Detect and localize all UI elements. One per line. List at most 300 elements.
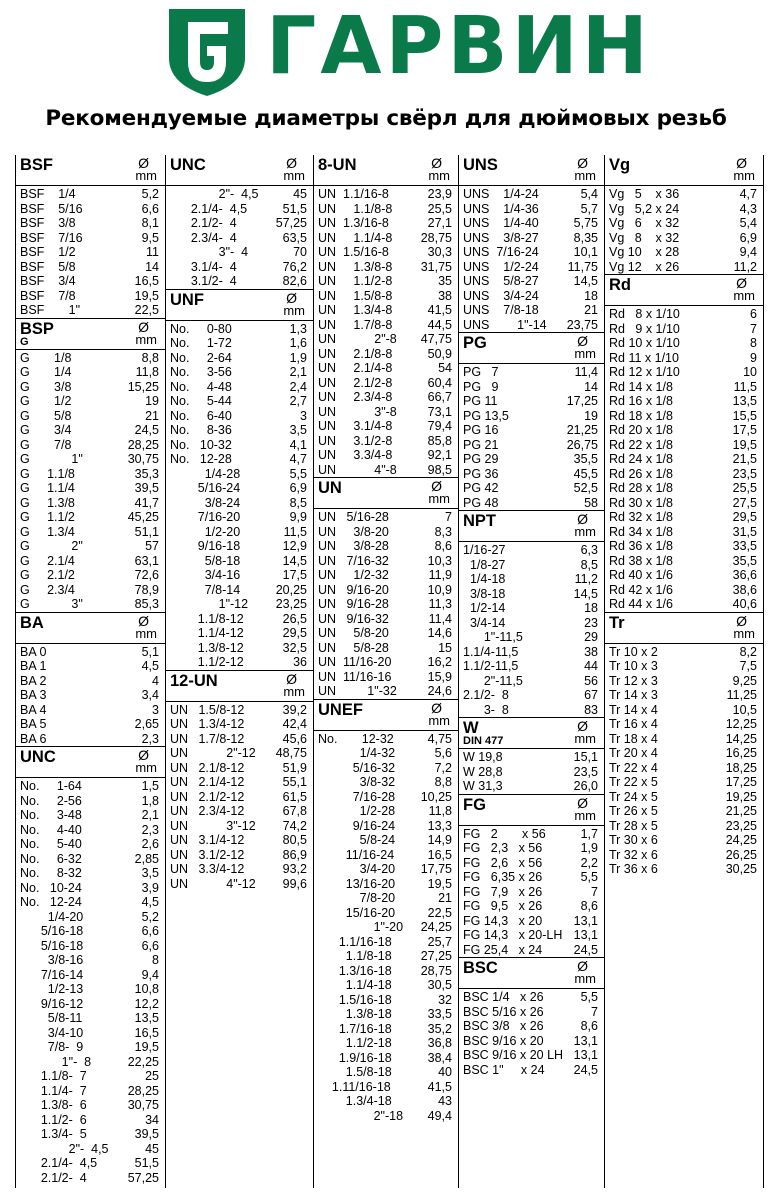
table-row (605, 717, 763, 732)
drill-diameter: 5,5 (289, 466, 307, 481)
thread-designation: PG 11 (463, 394, 498, 408)
section-header (16, 318, 165, 350)
drill-diameter: 31,75 (420, 259, 452, 274)
drill-diameter: 57,25 (127, 1170, 159, 1185)
thread-designation: UNS 1/4-36 (463, 201, 539, 216)
thread-designation: 7/16-14 (20, 967, 84, 982)
table-row (459, 438, 604, 453)
drill-diameter: 17,25 (566, 394, 598, 408)
table-row (605, 216, 763, 231)
thread-designation: Tr 36 x 6 (609, 862, 658, 876)
section-title: UNC (170, 156, 206, 174)
drill-diameter: 38 (438, 288, 452, 303)
section-subtitle: G (20, 335, 29, 348)
table-row (16, 438, 165, 453)
table-column (165, 155, 313, 1188)
thread-designation: UN 3/8-20 (318, 524, 389, 539)
thread-designation: BSF 3/8 (20, 216, 76, 230)
thread-designation: 2.1/2- 8 (463, 688, 509, 702)
table-row (605, 819, 763, 834)
table-row (605, 322, 763, 337)
drill-diameter: 1,3 (289, 321, 307, 336)
table-row (16, 645, 165, 660)
drill-diameter: 9,4 (739, 245, 757, 259)
thread-designation: PG 29 (463, 452, 499, 466)
drill-diameter: 36,8 (427, 1036, 452, 1050)
drill-diameter: 19,5 (134, 1040, 159, 1054)
drill-diameter: 74,2 (282, 818, 307, 833)
table-row (16, 924, 165, 939)
thread-designation: Rd 10 x 1/10 (609, 336, 680, 350)
table-row (166, 496, 313, 511)
table-row (166, 409, 313, 424)
thread-designation: G 2.1/2 (20, 568, 75, 582)
thread-designation: UN 9/16-28 (318, 597, 389, 611)
thread-designation: G 2" (20, 539, 83, 553)
thread-designation: Tr 32 x 6 (609, 847, 658, 862)
drill-diameter: 4,7 (739, 187, 757, 201)
thread-section-w (459, 717, 604, 794)
table-row (605, 423, 763, 438)
thread-designation: FG 6,35 x 26 (463, 870, 543, 884)
thread-designation: Tr 16 x 4 (609, 717, 658, 731)
drill-diameter: 51,5 (134, 1156, 159, 1170)
table-row (314, 964, 458, 979)
drill-diameter: 45 (145, 1141, 159, 1156)
drill-diameter: 4,3 (739, 201, 757, 216)
thread-designation: 3/8-16 (20, 953, 84, 967)
drill-diameter: 63,1 (134, 553, 159, 568)
table-row (16, 1142, 165, 1157)
thread-designation: UN 9/16-32 (318, 611, 389, 626)
drill-diameter: 42,4 (282, 717, 307, 731)
thread-designation: G 2.3/4 (20, 582, 75, 597)
table-row (605, 804, 763, 819)
drill-diameter: 85,8 (427, 433, 452, 448)
drill-diameter: 15,5 (732, 408, 757, 423)
thread-designation: FG 7,9 x 26 (463, 884, 543, 899)
thread-designation: UNS 7/16-24 (463, 245, 539, 259)
g-shield-logo-icon (166, 6, 248, 98)
table-row (16, 365, 165, 380)
drill-diameter: 4 (152, 673, 159, 688)
thread-designation: 7/8-20 (318, 891, 396, 905)
thread-section-rd (605, 274, 763, 612)
thread-designation: No. 8-32 (20, 866, 82, 880)
thread-designation: 2.1/2- 4 (170, 216, 237, 230)
thread-designation: No. 6-32 (20, 851, 82, 866)
drill-diameter: 45 (293, 187, 307, 201)
table-row (314, 732, 458, 747)
thread-designation: 1"-12 (170, 597, 249, 611)
thread-designation: 3/8-32 (318, 775, 396, 789)
table-row (314, 978, 458, 993)
thread-section-un (314, 477, 458, 699)
table-row (314, 655, 458, 670)
drill-diameter: 49,4 (427, 1108, 452, 1123)
thread-section-vg (605, 155, 763, 274)
table-row (605, 583, 763, 598)
table-row (605, 467, 763, 482)
section-title: BSC (463, 959, 498, 977)
thread-section-bsc (459, 957, 604, 1077)
table-row (16, 968, 165, 983)
thread-designation: UN 1/2-32 (318, 568, 389, 582)
drill-diameter: 17,75 (420, 862, 452, 876)
table-row (605, 732, 763, 747)
thread-designation: PG 42 (463, 481, 499, 495)
table-column (15, 155, 165, 1188)
drill-diameter: 13,1 (573, 913, 598, 928)
table-row (459, 856, 604, 871)
thread-designation: 1.1/2-18 (318, 1036, 392, 1050)
drill-diameter: 45,25 (127, 510, 159, 524)
thread-designation: No. 3-48 (20, 808, 82, 822)
table-row (16, 997, 165, 1012)
drill-diameter: 2,3 (141, 731, 159, 746)
drill-diameter: 20,25 (275, 582, 307, 597)
table-row (314, 1051, 458, 1066)
table-row (16, 866, 165, 881)
thread-designation: No. 4-40 (20, 822, 82, 837)
table-row (16, 568, 165, 583)
table-row (314, 641, 458, 656)
thread-designation: 5/8-18 (170, 553, 241, 568)
thread-designation: 1.1/4-12 (170, 626, 244, 640)
thread-designation: Rd 40 x 1/6 (609, 568, 673, 582)
drill-diameter: 39,5 (134, 481, 159, 495)
thread-designation: 15/16-20 (318, 905, 396, 920)
thread-designation: 1/2-20 (170, 524, 241, 539)
drill-diameter: 73,1 (427, 404, 452, 419)
drill-diameter: 3,9 (141, 880, 159, 895)
thread-designation: UN 11/16-20 (318, 655, 392, 669)
table-row (166, 274, 313, 289)
drill-diameter: 10,3 (427, 553, 452, 568)
drill-diameter: 11,5 (283, 524, 307, 539)
drill-diameter: 26,25 (725, 847, 757, 862)
drill-diameter: 8 (152, 953, 159, 967)
drill-diameter: 11,8 (135, 365, 159, 379)
drill-diameter: 25 (145, 1069, 159, 1083)
thread-designation: 1.1/4-18 (318, 978, 392, 992)
thread-designation: G 2.1/4 (20, 553, 75, 568)
table-row (314, 775, 458, 790)
thread-designation: BSC 1" x 24 (463, 1062, 545, 1077)
thread-designation: BSC 9/16 x 20 LH (463, 1048, 564, 1062)
drill-diameter: 11,4 (428, 611, 452, 626)
drill-diameter: 2,65 (134, 717, 159, 731)
unit-label: mm (135, 760, 157, 775)
drill-diameter: 80,5 (282, 833, 307, 847)
drill-diameter: 11,9 (428, 568, 452, 582)
drill-diameter: 7,5 (739, 659, 757, 673)
drill-diameter: 34 (145, 1112, 159, 1127)
diameter-symbol: Ø (577, 718, 588, 734)
table-row (314, 332, 458, 347)
table-row (16, 1011, 165, 1026)
thread-designation: 2.1/4- 4,5 (20, 1156, 98, 1170)
drill-diameter: 10,1 (573, 245, 598, 259)
table-row (16, 423, 165, 438)
drill-diameter: 8,5 (289, 495, 307, 510)
table-row (605, 452, 763, 467)
drill-diameter: 4,1 (289, 437, 307, 452)
table-row (314, 1007, 458, 1022)
thread-section-ba (16, 612, 165, 747)
table-row (16, 688, 165, 703)
drill-diameter: 8,8 (141, 350, 159, 365)
unit-label: mm (733, 625, 755, 641)
table-row (314, 245, 458, 260)
diameter-symbol: Ø (138, 318, 149, 335)
table-row (16, 823, 165, 838)
table-row (314, 626, 458, 641)
thread-designation: No. 2-56 (20, 793, 82, 808)
drill-diameter: 33,5 (427, 1007, 452, 1021)
table-row (166, 732, 313, 747)
table-row (16, 895, 165, 910)
table-row (166, 510, 313, 525)
thread-designation: UN 1.7/8-12 (170, 731, 245, 746)
table-row (459, 303, 604, 318)
table-row (16, 260, 165, 275)
diameter-symbol: Ø (736, 155, 747, 171)
table-row (16, 1069, 165, 1084)
thread-designation: 1/8-27 (463, 557, 506, 572)
thread-designation: No. 12-28 (170, 452, 232, 466)
drill-diameter: 13,3 (427, 818, 452, 833)
drill-diameter: 60,4 (427, 375, 452, 390)
thread-designation: 1.1/16-18 (318, 934, 392, 949)
thread-designation: UN 3.1/4-12 (170, 833, 245, 847)
thread-designation: UN 5/16-28 (318, 510, 389, 524)
table-row (166, 775, 313, 790)
table-row (314, 1036, 458, 1051)
drill-diameter: 27,1 (427, 216, 452, 230)
thread-designation: BA 0 (20, 644, 47, 659)
thread-designation: Rd 28 x 1/8 (609, 481, 673, 495)
drill-diameter: 22,5 (427, 905, 452, 920)
drill-diameter: 14,6 (427, 626, 452, 640)
table-row (166, 245, 313, 260)
thread-designation: Rd 22 x 1/8 (609, 437, 673, 452)
drill-diameter: 93,2 (282, 862, 307, 876)
thread-designation: BSF 7/16 (20, 230, 83, 245)
table-row (16, 351, 165, 366)
thread-designation: Tr 28 x 5 (609, 818, 658, 833)
drill-diameter: 58 (584, 495, 598, 510)
table-row (314, 670, 458, 685)
table-row (314, 877, 458, 892)
table-row (166, 862, 313, 877)
drill-diameter: 8,8 (434, 775, 452, 789)
table-row (166, 877, 313, 892)
thread-designation: Rd 34 x 1/8 (609, 524, 673, 539)
thread-designation: UN 3.1/2-12 (170, 847, 245, 862)
section-header (459, 510, 604, 542)
unit-label: mm (135, 168, 157, 183)
table-row (605, 554, 763, 569)
drill-diameter: 8,1 (141, 216, 159, 230)
table-row (314, 303, 458, 318)
thread-designation: No. 6-40 (170, 408, 232, 423)
table-row (314, 1065, 458, 1080)
drill-diameter: 35,3 (134, 466, 159, 481)
table-row (459, 827, 604, 842)
thread-section-pg (459, 332, 604, 510)
thread-designation: UN 1.3/4-12 (170, 717, 245, 731)
drill-diameter: 1,5 (141, 779, 159, 793)
thread-designation: Tr 10 x 3 (609, 659, 658, 673)
table-row (16, 597, 165, 612)
thread-designation: G 3" (20, 597, 83, 611)
drill-diameter: 5,1 (141, 644, 159, 659)
thread-designation: Tr 22 x 4 (609, 760, 658, 775)
table-row (314, 554, 458, 569)
thread-designation: G 5/8 (20, 408, 72, 423)
thread-designation: UN 3.3/4-8 (318, 448, 393, 462)
section-header (459, 957, 604, 989)
table-row (314, 993, 458, 1008)
table-row (459, 914, 604, 929)
thread-designation: 7/16-20 (170, 510, 241, 524)
drill-diameter: 40 (438, 1065, 452, 1079)
table-row (314, 761, 458, 776)
thread-designation: G 1.1/2 (20, 510, 75, 524)
thread-designation: No. 1-64 (20, 779, 82, 793)
drill-diameter: 27,5 (732, 495, 757, 510)
table-row (166, 467, 313, 482)
table-row (314, 274, 458, 289)
drill-diameter: 61,5 (282, 789, 307, 804)
table-row (459, 231, 604, 246)
drill-diameter: 8,5 (580, 557, 598, 572)
diameter-symbol: Ø (286, 155, 297, 171)
drill-diameter: 23,5 (573, 764, 598, 779)
thread-designation: BSF 1/2 (20, 245, 76, 259)
drill-diameter: 38,4 (427, 1050, 452, 1065)
table-row (605, 790, 763, 805)
table-row (166, 365, 313, 380)
section-header (16, 746, 165, 778)
drill-diameter: 9,25 (732, 673, 757, 688)
table-row (166, 612, 313, 627)
table-row (166, 597, 313, 612)
table-row (459, 394, 604, 409)
thread-designation: 1.9/16-18 (318, 1050, 392, 1065)
drill-diameter: 16,5 (427, 847, 452, 862)
table-row (16, 289, 165, 304)
drill-diameter: 1,8 (141, 793, 159, 808)
thread-designation: W 31,3 (463, 779, 503, 793)
table-row (166, 322, 313, 337)
thread-designation: 5/16-32 (318, 760, 396, 775)
drill-diameter: 5,2 (141, 187, 159, 201)
drill-diameter: 9 (750, 350, 757, 365)
thread-designation: UN 2"-8 (318, 332, 397, 346)
table-row (459, 318, 604, 333)
thread-designation: Rd 11 x 1/10 (609, 350, 679, 365)
table-row (16, 808, 165, 823)
table-row (166, 819, 313, 834)
drill-diameter: 4,7 (289, 452, 307, 466)
table-row (459, 779, 604, 794)
drill-diameter: 72,6 (134, 568, 159, 582)
table-row (16, 1040, 165, 1055)
drill-diameter: 15,9 (427, 669, 452, 684)
table-row (314, 390, 458, 405)
table-row (459, 452, 604, 467)
drill-diameter: 30,5 (427, 978, 452, 992)
drill-diameter: 17,5 (732, 423, 757, 437)
thread-designation: 1.1/8- 7 (20, 1069, 87, 1083)
section-title: PG (463, 334, 487, 352)
thread-designation: BA 4 (20, 702, 47, 717)
drill-diameter: 4,5 (141, 659, 159, 673)
thread-designation: FG 2,6 x 56 (463, 855, 543, 870)
drill-diameter: 30,75 (127, 452, 159, 466)
drill-diameter: 13,5 (732, 394, 757, 408)
thread-designation: G 1.1/8 (20, 466, 75, 481)
thread-designation: 3/4-14 (463, 615, 506, 630)
thread-designation: UN 1.5/8-8 (318, 288, 393, 303)
thread-designation: 2"-11,5 (463, 673, 523, 688)
drill-diameter: 8,35 (573, 230, 598, 245)
thread-designation: UN 2.3/4-8 (318, 390, 393, 404)
thread-designation: 9/16-18 (170, 539, 241, 553)
table-row (459, 202, 604, 217)
thread-designation: UNS 1/4-24 (463, 187, 539, 201)
table-row (314, 510, 458, 525)
diameter-symbol: Ø (577, 155, 588, 171)
table-row (314, 746, 458, 761)
drill-diameter: 21,5 (732, 452, 757, 466)
brand-name: ГАРВИН (266, 0, 652, 92)
thread-section-npt (459, 510, 604, 717)
table-row (166, 790, 313, 805)
thread-designation: BSC 1/4 x 26 (463, 990, 544, 1004)
table-row (459, 899, 604, 914)
thread-designation: Vg 12 x 26 (609, 259, 680, 274)
drill-diameter: 29,5 (732, 510, 757, 524)
section-title: UNEF (318, 700, 363, 719)
thread-designation: 1/4-20 (20, 909, 84, 924)
drill-diameter: 23,9 (427, 187, 452, 201)
thread-designation: UN 3"-12 (170, 818, 256, 833)
drill-diameter: 13,1 (573, 928, 598, 942)
thread-designation: No. 8-36 (170, 423, 232, 437)
thread-designation: 5/16-18 (20, 924, 84, 938)
thread-designation: UN 2.1/4-12 (170, 775, 245, 789)
drill-diameter: 44,5 (427, 317, 452, 332)
thread-designation: 1.1/2-11,5 (463, 659, 519, 673)
drill-diameter: 2,4 (289, 379, 307, 394)
thread-designation: 1.1/2- 6 (20, 1112, 87, 1127)
table-row (314, 891, 458, 906)
drill-diameter: 29,5 (282, 626, 307, 640)
thread-designation: Rd 12 x 1/10 (609, 365, 680, 379)
drill-diameter: 9,4 (141, 967, 159, 982)
drill-diameter: 5,6 (434, 746, 452, 760)
table-row (166, 231, 313, 246)
table-row (16, 303, 165, 318)
table-row (605, 703, 763, 718)
thread-section-fg (459, 794, 604, 958)
thread-designation: UN 9/16-20 (318, 582, 389, 597)
drill-diameter: 54 (438, 361, 452, 375)
section-header (314, 477, 458, 509)
